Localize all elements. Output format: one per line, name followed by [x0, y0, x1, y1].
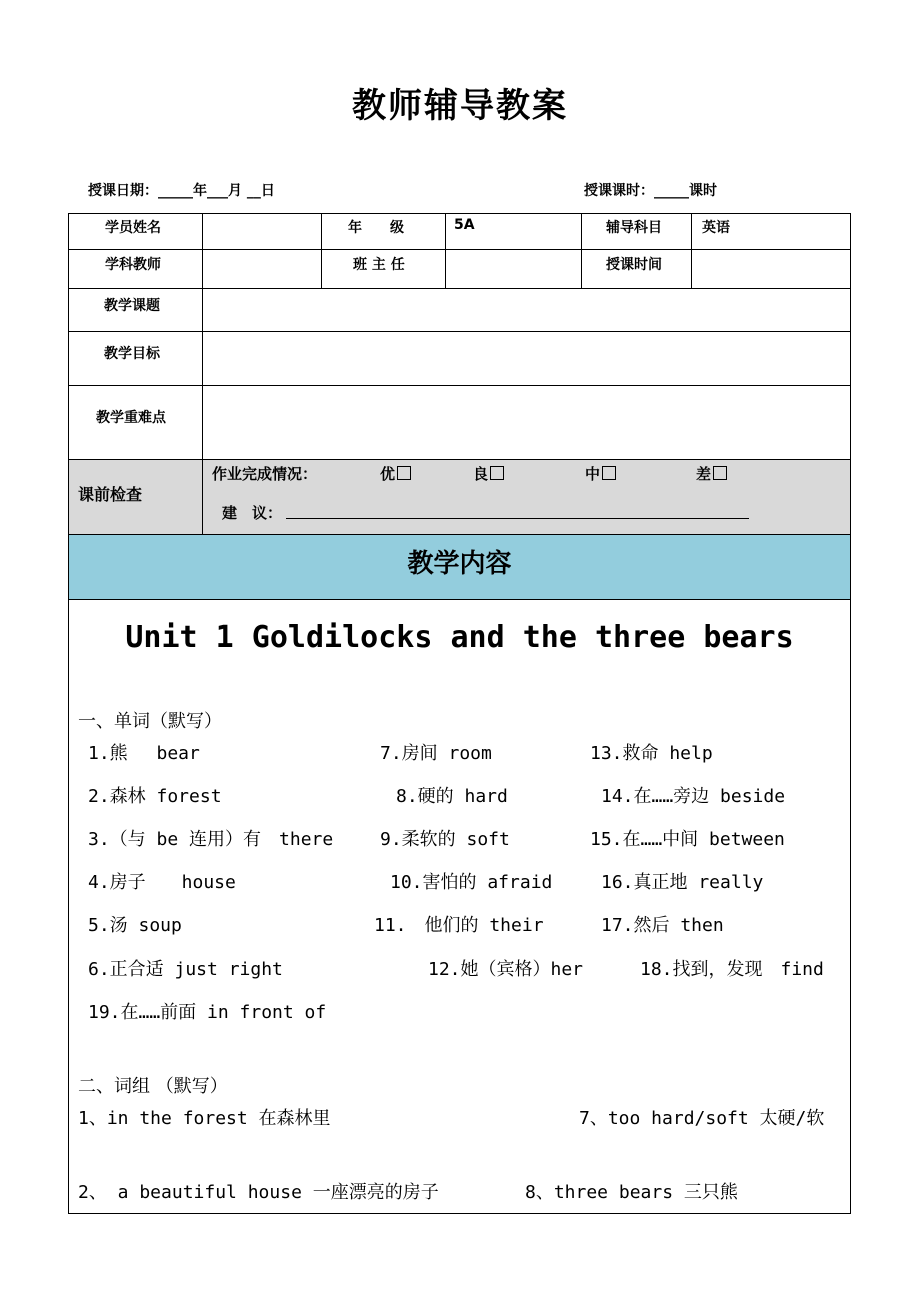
phrases-heading: 二、词组 （默写）: [78, 1076, 228, 1097]
topic-label: 教学课题: [104, 298, 160, 314]
rating-average[interactable]: [585, 463, 616, 484]
subject-value: 英语: [702, 220, 730, 236]
table-rule: [68, 249, 851, 250]
word-item: 11. 他们的 their: [374, 915, 544, 936]
phrase-item: 7、too hard/soft 太硬/软: [579, 1108, 825, 1129]
table-rule: [68, 459, 851, 460]
word-item: 5.汤 soup: [88, 915, 182, 936]
word-item: 4.房子 house: [88, 872, 236, 893]
unit-title: Unit 1 Goldilocks and the three bears: [125, 620, 794, 655]
class-hours-line: 授课课时：_____课时: [584, 183, 717, 199]
table-rule: [68, 599, 851, 600]
table-rule: [321, 213, 322, 289]
goal-label: 教学目标: [104, 346, 160, 362]
content-header: 教学内容: [407, 549, 512, 579]
subject-label: 辅导科目: [606, 220, 662, 236]
table-rule: [691, 213, 692, 289]
table-rule: [68, 288, 851, 289]
word-item: 19.在……前面 in front of: [88, 1002, 327, 1023]
grade-value: 5A: [454, 217, 475, 233]
key-points-label: 教学重难点: [96, 410, 166, 426]
rating-label: 良: [473, 465, 489, 483]
rating-label: 中: [585, 465, 601, 483]
word-item: 10.害怕的 afraid: [390, 872, 553, 893]
word-item: 15.在……中间 between: [590, 829, 785, 850]
student-name-label: 学员姓名: [105, 220, 161, 236]
table-rule: [68, 385, 851, 386]
table-rule: [68, 534, 851, 535]
precheck-label: 课前检查: [78, 485, 143, 504]
word-item: 8.硬的 hard: [396, 786, 508, 807]
rating-good[interactable]: [473, 463, 504, 484]
rating-label: 差: [696, 465, 712, 483]
table-rule: [68, 331, 851, 332]
checkbox-icon[interactable]: [490, 466, 504, 480]
suggestion-input-line[interactable]: [286, 518, 749, 519]
phrase-item: 2、 a beautiful house 一座漂亮的房子: [78, 1182, 439, 1203]
word-item: 18.找到，发现 find: [640, 959, 824, 980]
word-item: 3.（与 be 连用）有 there: [88, 829, 334, 850]
phrase-item: 8、three bears 三只熊: [525, 1182, 738, 1203]
word-item: 2.森林 forest: [88, 786, 222, 807]
checkbox-icon[interactable]: [713, 466, 727, 480]
table-rule: [581, 213, 582, 289]
word-item: 7.房间 room: [380, 743, 492, 764]
word-item: 1.熊 bear: [88, 743, 200, 764]
word-item: 14.在……旁边 beside: [601, 786, 786, 807]
teacher-label: 学科教师: [105, 257, 161, 273]
rating-excellent[interactable]: [380, 463, 411, 484]
word-item: 12.她（宾格）her: [428, 959, 584, 980]
page-title: 教师辅导教案: [352, 86, 568, 126]
word-item: 6.正合适 just right: [88, 959, 283, 980]
word-item: 17.然后 then: [601, 915, 724, 936]
homework-label: 作业完成情况：: [212, 465, 318, 483]
word-item: 13.救命 help: [590, 743, 713, 764]
head-teacher-label: 班 主 任: [353, 257, 405, 273]
class-time-label: 授课时间: [606, 257, 662, 273]
class-date-line: 授课日期：_____年___月 __日: [88, 183, 275, 199]
phrase-item: 1、in the forest 在森林里: [78, 1108, 331, 1129]
table-rule: [202, 213, 203, 535]
word-item: 9.柔软的 soft: [380, 829, 510, 850]
rating-label: 优: [380, 465, 396, 483]
grade-label: 年 级: [348, 220, 404, 236]
checkbox-icon[interactable]: [397, 466, 411, 480]
suggestion-label: 建 议：: [222, 504, 283, 522]
rating-poor[interactable]: [696, 463, 727, 484]
word-item: 16.真正地 really: [601, 872, 764, 893]
words-heading: 一、单词（默写）: [78, 711, 222, 732]
table-rule: [445, 213, 446, 289]
checkbox-icon[interactable]: [602, 466, 616, 480]
